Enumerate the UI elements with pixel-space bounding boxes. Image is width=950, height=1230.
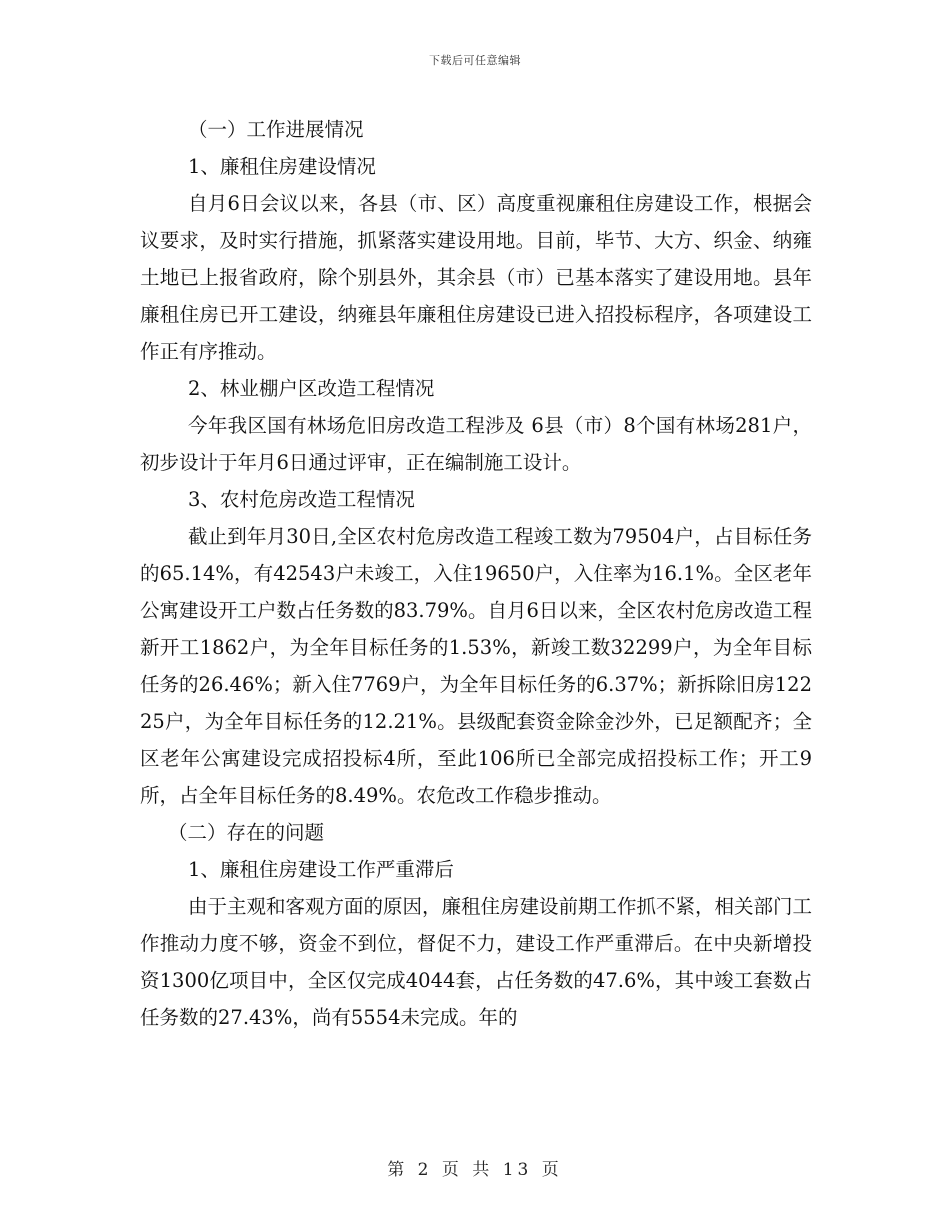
paragraph-lowrent-lagging: 由于主观和客观方面的原因，廉租住房建设前期工作抓不紧，相关部门工作推动力度不够，资金不到位，督促不力，建设工作严重滞后。在中央新增投资1300亿项目中，全区仅完成4044套，占任务数的47.6%，其中竣工套数占任务数的27.43%，尚有5554未完成。年的 — [140, 895, 813, 1029]
subheading-lowrent-lagging: 1、廉租住房建设工作严重滞后 — [188, 858, 454, 881]
page-header: 下载后可任意编辑 — [429, 54, 521, 67]
subheading-lowrent-housing: 1、廉租住房建设情况 — [188, 155, 376, 178]
document-body — [140, 111, 812, 1036]
section-heading-progress: （一）工作进展情况 — [188, 118, 364, 141]
section-heading-problems: （二）存在的问题 — [168, 821, 325, 844]
paragraph-forestry-shanty: 今年我区国有林场危旧房改造工程涉及 6县（市）8个国有林场281户，初步设计于年月6日通过评审，正在编制施工设计。 — [140, 414, 812, 474]
page-number: 第 2 页 共 13 页 — [387, 1160, 563, 1180]
paragraph-rural-dilapidated: 截止到年月30日,全区农村危房改造工程竣工数为79504户，占目标任务的65.14%，有42543户未竣工，入住19650户，入住率为16.1%。全区老年公寓建设开工户数占任务数的83.79%。自月6日以来，全区农村危房改造工程新开工1862户，为全年目标任务的1.53%，新竣工数32299户，为全年目标任务的26.46%；新入住7769户，为全年目标任务的6.37%；新拆除旧房12225户，为全年目标任务的12.21%。县级配套资金除金沙外，已足额配齐；全区老年公寓建设完成招投标4所，至此106所已全部完成招投标工作；开工9所，占全年目标任务的8.49%。农危改工作稳步推动。 — [140, 525, 812, 807]
paragraph-lowrent-housing: 自月6日会议以来，各县（市、区）高度重视廉租住房建设工作，根据会议要求，及时实行措施，抓紧落实建设用地。目前，毕节、大方、织金、纳雍土地已上报省政府，除个别县外，其余县（市）已基本落实了建设用地。县年廉租住房已开工建设，纳雍县年廉租住房建设已进入招投标程序，各项建设工作正有序推动。 — [140, 192, 812, 363]
subheading-rural-dilapidated: 3、农村危房改造工程情况 — [188, 488, 415, 511]
subheading-forestry-shanty: 2、林业棚户区改造工程情况 — [188, 377, 435, 400]
